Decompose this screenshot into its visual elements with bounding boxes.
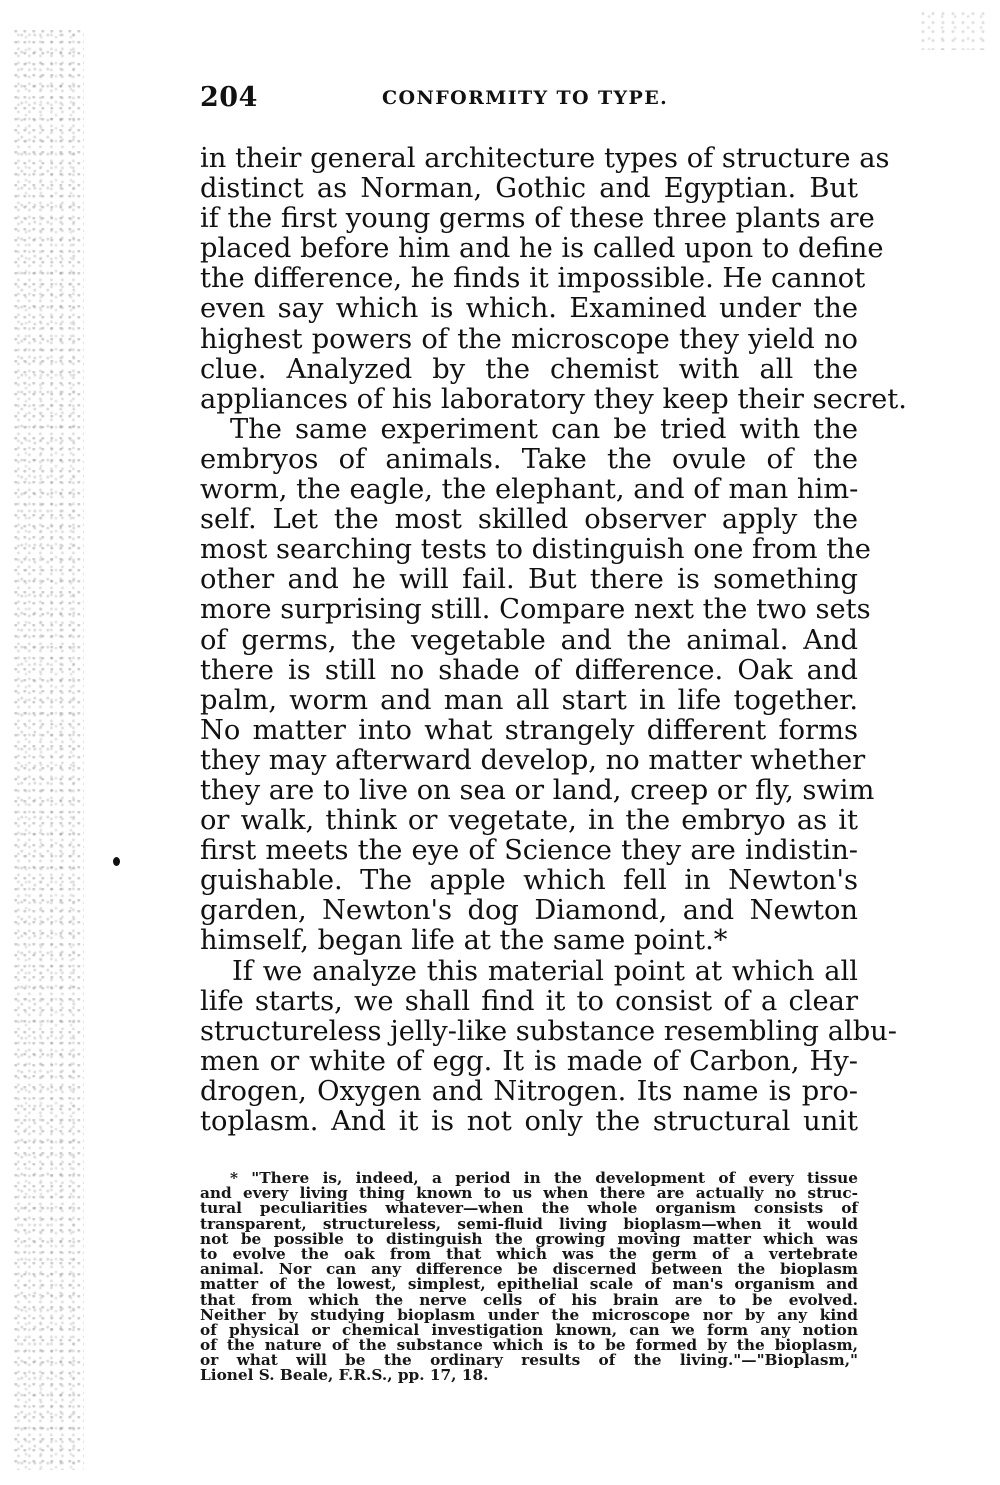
footnote-line: that from which the nerve cells of his brain are to be evolved. — [200, 1290, 858, 1309]
text-line: embryos of animals. Take the ovule of the — [200, 443, 858, 475]
text-line: himself, began life at the same point.* — [200, 925, 728, 957]
text-line: they may afterward develop, no matter whether — [200, 744, 866, 776]
text-line: men or white of egg. It is made of Carbon, Hy- — [200, 1045, 858, 1077]
page-header — [200, 82, 858, 116]
text-line: appliances of his laboratory they keep their secret. — [200, 383, 907, 415]
stray-ink-dot — [113, 857, 120, 866]
text-line: The same experiment can be tried with the — [230, 413, 858, 445]
text-line: most searching tests to distinguish one from the — [200, 534, 871, 566]
text-line: if the first young germs of these three plants are — [200, 203, 875, 235]
text-line: more surprising still. Compare next the two sets — [200, 594, 871, 626]
text-line: in their general architecture types of structure as — [200, 143, 890, 174]
footnote-line: not be possible to distinguish the growing moving matter which was — [200, 1229, 858, 1248]
text-line: garden, Newton's dog Diamond, and Newton — [200, 895, 858, 927]
running-title: CONFORMITY TO TYPE. — [382, 87, 669, 109]
text-line: there is still no shade of difference. Oak and — [200, 654, 858, 686]
footnote-line: to evolve the oak from that which was the germ of a vertebrate — [200, 1244, 858, 1263]
text-line: highest powers of the microscope they yield no — [200, 323, 858, 355]
footnote-line: and every living thing known to us when there are actually no struc- — [200, 1184, 858, 1203]
footnote-line: or what will be the ordinary results of the living."—"Bioplasm," — [200, 1351, 858, 1370]
text-line: or walk, think or vegetate, in the embryo as it — [200, 805, 858, 837]
text-line: toplasm. And it is not only the structural unit — [200, 1106, 858, 1137]
text-line: other and he will fail. But there is something — [200, 564, 858, 596]
footnote-line: tural peculiarities whatever—when the whole organism consists of — [200, 1199, 858, 1218]
text-line: distinct as Norman, Gothic and Egyptian. But — [200, 173, 858, 205]
footnote-line: of the nature of the substance which is to be formed by the bioplasm, — [200, 1336, 858, 1355]
footnote-line: animal. Nor can any difference be discerned between the bioplasm — [200, 1260, 858, 1279]
footnote-line: matter of the lowest, simplest, epithelial scale of man's organism and — [200, 1275, 858, 1294]
footnote-line: * "There is, indeed, a period in the development of every tissue — [230, 1169, 858, 1187]
text-line: first meets the eye of Science they are indistin- — [200, 835, 858, 867]
text-line: of germs, the vegetable and the animal. And — [200, 624, 858, 656]
text-line: structureless jelly-like substance resembling albu- — [200, 1015, 897, 1047]
footnote-line: Neither by studying bioplasm under the microscope nor by any kind — [200, 1305, 858, 1324]
footnote-line: Lionel S. Beale, F.R.S., pp. 17, 18. — [200, 1366, 489, 1385]
footnote — [200, 1171, 858, 1384]
text-line: If we analyze this material point at which all — [232, 955, 858, 987]
text-line: palm, worm and man all start in life together. — [200, 684, 858, 716]
scan-binding-noise — [14, 30, 84, 1470]
text-line: self. Let the most skilled observer apply the — [200, 504, 858, 536]
main-text — [200, 143, 907, 1137]
text-line: worm, the eagle, the elephant, and of man him- — [200, 474, 859, 506]
text-line: even say which is which. Examined under the — [200, 293, 858, 325]
text-line: life starts, we shall find it to consist of a clear — [200, 985, 858, 1017]
text-line: guishable. The apple which fell in Newton's — [200, 865, 858, 897]
text-line: clue. Analyzed by the chemist with all the — [200, 353, 858, 385]
page-number: 204 — [200, 82, 258, 113]
footnote-line: of physical or chemical investigation known, can we form any notion — [200, 1320, 858, 1339]
text-line: placed before him and he is called upon to define — [200, 233, 884, 265]
text-line: drogen, Oxygen and Nitrogen. Its name is pro- — [200, 1075, 858, 1107]
text-line: the difference, he finds it impossible. He cannot — [200, 263, 866, 295]
text-line: No matter into what strangely different forms — [200, 714, 858, 746]
text-line: they are to live on sea or land, creep or fly, swim — [200, 774, 875, 806]
footnote-line: transparent, structureless, semi-fluid living bioplasm—when it would — [200, 1214, 858, 1233]
scan-corner-noise — [920, 10, 990, 50]
